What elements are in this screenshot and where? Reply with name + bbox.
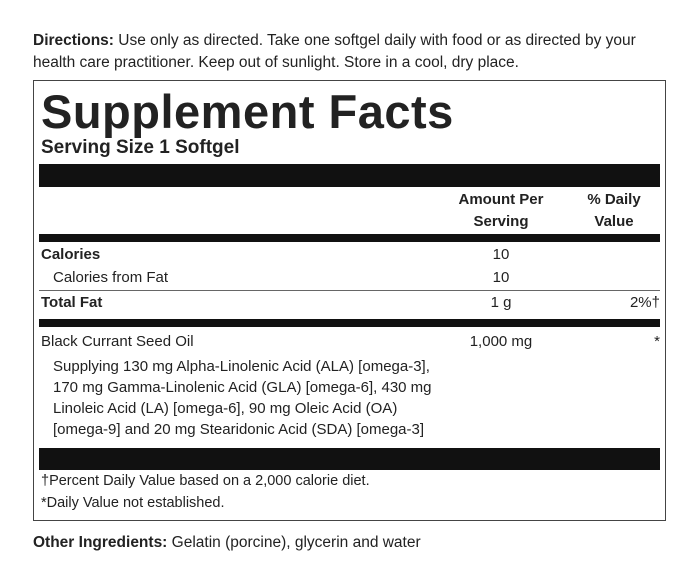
directions-body: Use only as directed. Take one softgel daily with food or as directed by your health care practitioner. Keep out of sunlight. Store in a cool, dry place. [33,32,636,71]
nutrient-name: Total Fat [41,294,103,311]
column-header-dv-line1: % Daily [587,191,641,208]
directions-text [33,30,673,74]
directions-label: Directions: [33,32,114,49]
thick-divider-bottom [39,448,660,470]
supplying-line: Linoleic Acid (LA) [omega-6], 90 mg Oleic Acid (OA) [53,400,398,417]
nutrient-amount: 10 [492,246,510,263]
footnote-daily-value: †Percent Daily Value based on a 2,000 calorie diet. [41,473,370,489]
supplying-description [53,356,453,440]
serving-size: Serving Size 1 Softgel [41,137,240,158]
thick-divider-top [39,164,660,187]
other-ingredients-text: Gelatin (porcine), glycerin and water [167,534,421,551]
nutrient-dv: * [654,333,660,350]
nutrient-amount: 1 g [490,294,512,311]
thick-divider-header [39,234,660,242]
column-header-amount [446,189,556,233]
other-ingredients [33,532,421,554]
column-header-amount-line2: Serving [473,213,529,230]
column-header-daily-value [564,189,664,233]
nutrient-name: Calories [41,246,101,263]
supplying-line: Supplying 130 mg Alpha-Linolenic Acid (ALA) [omega-3], [53,358,430,375]
supplement-facts-panel [33,80,666,521]
panel-title: Supplement Facts [41,85,454,138]
supplying-line: [omega-9] and 20 mg Stearidonic Acid (SDA) [omega-3] [53,421,425,438]
nutrient-name: Black Currant Seed Oil [41,333,194,350]
column-header-amount-line1: Amount Per [458,191,544,208]
column-header-dv-line2: Value [594,213,634,230]
thick-divider-middle [39,319,660,327]
nutrient-dv: 2%† [629,294,660,311]
supplying-line: 170 mg Gamma-Linolenic Acid (GLA) [omega-6], 430 mg [53,379,432,396]
nutrient-amount: 10 [492,269,510,286]
nutrient-name: Calories from Fat [53,269,169,286]
footnote-not-established: *Daily Value not established. [41,495,225,511]
thin-divider [39,290,660,291]
nutrient-amount: 1,000 mg [469,333,533,350]
other-ingredients-label: Other Ingredients: [33,534,168,551]
